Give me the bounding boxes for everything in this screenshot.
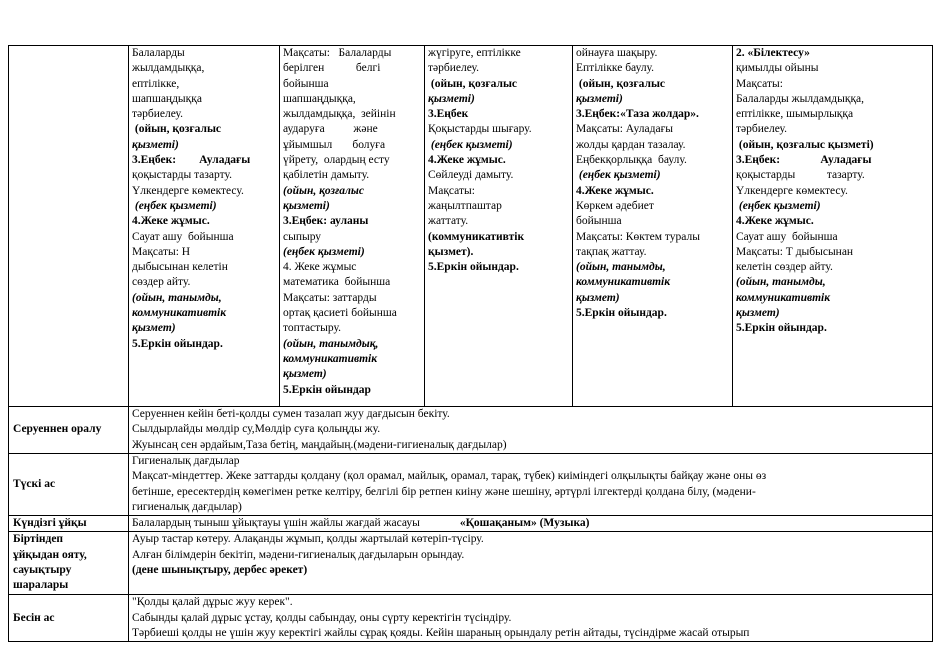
activity-line: жылдамдыққа, (132, 62, 205, 75)
activity-line: қимылды ойыны (736, 62, 819, 75)
activities-row (9, 46, 933, 407)
activity-line: жаттату. (428, 215, 469, 228)
activity-line: шапшаңдыққа (132, 92, 202, 105)
activity-line: (ойын, танымдық, (283, 337, 379, 350)
activity-line: бойынша (576, 215, 622, 228)
walk-return-line: Жуынсаң сен әрдайым,Таза бетің, маңдайың.(мәдени-гигиеналық дағдылар) (132, 438, 507, 451)
nap-music: «Қошақаным» (Музыка) (459, 517, 590, 530)
activity-line: ойнауға шақыру. (576, 47, 658, 59)
activity-line: Мақсаты: Ауладағы (576, 123, 674, 136)
activity-line: коммуникативтік (576, 276, 671, 289)
wakeup-label-line: шаралары (13, 579, 69, 592)
activity-line: 5.Еркін ойындар. (736, 322, 827, 335)
activity-line: қабілетін дамыту. (283, 169, 370, 182)
activity-column-1 (129, 46, 280, 407)
activity-line: қызметі) (576, 92, 623, 105)
activity-line: коммуникативтік (283, 352, 378, 365)
activity-line: Мақсаты: Т дыбысынан (736, 245, 854, 258)
activity-line: Балаларды жылдамдыққа, (736, 92, 865, 105)
activity-line: (еңбек қызметі) (736, 199, 821, 212)
activity-line: Үлкендерге көмектесу. (736, 184, 848, 197)
activity-line: Мақсаты: (736, 77, 783, 90)
snack-line: "Қолды қалай дұрыс жуу керек". (132, 596, 293, 609)
activity-line: қызмет) (576, 291, 620, 304)
activity-line: жаңылтпаштар (428, 199, 502, 212)
activity-line: жылдамдыққа, зейінін (283, 108, 396, 121)
activity-line: (ойын, қозғалыс (428, 77, 518, 90)
activity-line: 3.Еңбек: Ауладағы (132, 154, 251, 167)
activity-line: Мақсаты: Көктем туралы (576, 230, 700, 243)
activity-line: Қоқыстарды шығару. (428, 123, 532, 136)
activity-line: қызметі) (428, 92, 475, 105)
snack-line: Сабынды қалай дұрыс ұстау, қолды сабындау, оны сүрту керектігін түсіндіру. (132, 611, 512, 624)
lunch-line: гигиеналық дағдылар) (132, 500, 242, 513)
activity-line: тәрбиелеу. (132, 108, 184, 121)
activity-line: 4.Жеке жұмыс. (576, 184, 654, 197)
nap-row (9, 516, 933, 532)
activity-line: аударуға және (283, 123, 378, 136)
lunch-line: бетінше, ересектердің көмегімен ретке келтіру, белгілі бір ретпен киіну және шешіну, әртүрлі ілгектерді қолдана білу, (мәдени- (132, 485, 756, 498)
activity-line: шапшаңдыққа, (283, 92, 356, 105)
activity-line: (ойын, қозғалыс (283, 184, 364, 197)
activity-line: математика бойынша (283, 276, 391, 289)
activity-line: 3.Еңбек: Ауладағы (736, 154, 872, 167)
activity-line: 3.Еңбек:«Таза жолдар». (576, 108, 699, 121)
activity-line: Мақсаты: (428, 184, 475, 197)
wakeup-line: Алған білімдерін бекітіп, мәдени-гигиеналық дағдыларын орындау. (132, 548, 465, 561)
activity-line: коммуникативтік (132, 307, 227, 320)
activity-line: 2. «Білектесу» (736, 47, 810, 59)
lunch-line: Мақсат-міндеттер. Жеке заттарды қолдану (қол орамал, майлық, орамал, тарақ, түбек) киіміндегі олқылықты байқау және оны өз (132, 470, 767, 483)
wakeup-row (9, 532, 933, 595)
wakeup-activity-type: (дене шынықтыру, дербес әрекет) (132, 564, 308, 577)
activity-line: 5.Еркін ойындар. (576, 307, 667, 320)
wakeup-label-line: Біртіндеп (13, 533, 64, 546)
activity-column-5 (733, 46, 933, 407)
wakeup-label-line: сауықтыру (13, 564, 72, 577)
activity-line: Сауат ашу бойынша (736, 230, 838, 243)
activity-line: Сауат ашу бойынша (132, 230, 234, 243)
lunch-row (9, 454, 933, 516)
walk-return-row (9, 407, 933, 454)
activity-line: 5.Еркін ойындар. (428, 261, 519, 274)
activity-line: 3.Еңбек: ауланы (283, 215, 369, 228)
activity-line: жүгіруге, ептілікке (428, 47, 521, 59)
activity-line: Үлкендерге көмектесу. (132, 184, 244, 197)
snack-line: Тәрбиеші қолды не үшін жуу керектігі жайлы сұрақ қояды. Кейін шараның орындалу ретін айтады, түсіндірме жасай отырып (132, 627, 750, 640)
activity-line: 3.Еңбек (428, 108, 469, 121)
wakeup-label (9, 532, 129, 595)
snack-row (9, 595, 933, 642)
activity-line: сыпыру (283, 230, 322, 243)
activity-line: топтастыру. (283, 322, 341, 335)
activity-line: (еңбек қызметі) (576, 169, 661, 182)
activity-line: бойынша (283, 77, 329, 90)
activity-line: 5.Еркін ойындар. (132, 337, 223, 350)
walk-return-label: Серуеннен оралу (9, 407, 129, 454)
activity-line: ұйымшыл болуға (283, 138, 386, 151)
activity-line: Мақсаты: заттарды (283, 291, 377, 304)
activity-line: (ойын, қозғалыс қызметі) (736, 138, 874, 151)
activity-line: Көркем әдебиет (576, 199, 654, 212)
activity-line: қызмет). (428, 245, 474, 258)
activity-line: қоқыстарды тазарту. (736, 169, 865, 182)
lunch-label: Түскі ас (9, 454, 129, 516)
walk-return-content (129, 407, 933, 454)
activity-line: 4. Жеке жұмыс (283, 261, 357, 274)
activity-line: ортақ қасиеті бойынша (283, 307, 397, 320)
snack-content (129, 595, 933, 642)
activity-line: Мақсаты: Балаларды (283, 47, 392, 59)
snack-label: Бесін ас (9, 595, 129, 642)
daily-plan-table (8, 45, 933, 642)
activity-line: Еңбекқорлыққа баулу. (576, 154, 687, 167)
activity-line: тәрбиелеу. (736, 123, 788, 136)
activity-line: (еңбек қызметі) (132, 199, 217, 212)
activity-line: 4.Жеке жұмыс. (132, 215, 210, 228)
activity-line: сөздер айту. (132, 276, 191, 289)
activity-line: келетін сөздер айту. (736, 261, 833, 274)
activity-line: дыбысынан келетін (132, 261, 228, 274)
activity-line: қоқыстарды тазарту. (132, 169, 232, 182)
nap-content (129, 516, 933, 532)
activity-line: 5.Еркін ойындар (283, 383, 371, 396)
activity-line: 4.Жеке жұмыс. (736, 215, 814, 228)
activity-line: берілген белгі (283, 62, 381, 75)
activity-line: тақпақ жаттау. (576, 245, 647, 258)
activity-line: 4.Жеке жұмыс. (428, 154, 506, 167)
activity-line: (еңбек қызметі) (283, 245, 365, 258)
activity-line: (коммуникативтік (428, 230, 525, 243)
wakeup-label-line: ұйқыдан ояту, (13, 548, 87, 561)
activity-column-4 (573, 46, 733, 407)
activity-line: тәрбиелеу. (428, 62, 480, 75)
activities-row-label (9, 46, 129, 407)
activity-line: Сөйлеуді дамыту. (428, 169, 514, 182)
nap-label: Күндізгі ұйқы (9, 516, 129, 532)
activity-line: қызмет) (132, 322, 176, 335)
wakeup-content (129, 532, 933, 595)
activity-line: қызмет) (736, 307, 780, 320)
activity-line: коммуникативтік (736, 291, 831, 304)
activity-line: (ойын, қозғалыс (132, 123, 222, 136)
walk-return-line: Сылдырлайды мөлдір су,Мөлдір суға қолыңды жу. (132, 423, 381, 436)
activity-line: Ептілікке баулу. (576, 62, 655, 75)
activity-column-2 (280, 46, 425, 407)
activity-line: ептілікке, шымырлыққа (736, 108, 854, 121)
nap-text: Балалардың тыныш ұйықтауы үшін жайлы жағдай жасауы (132, 517, 420, 530)
wakeup-line: Ауыр тастар көтеру. Алақанды жұмып, қолды жартылай көтеріп-түсіру. (132, 533, 484, 546)
activity-line: үйрету, олардың есту (283, 154, 390, 167)
activity-line: (ойын, танымды, (736, 276, 826, 289)
activity-line: (ойын, танымды, (132, 291, 222, 304)
activity-line: Мақсаты: Н (132, 245, 191, 258)
activity-line: жолды қардан тазалау. (576, 138, 686, 151)
activity-column-3 (425, 46, 573, 407)
activity-line: қызметі) (283, 199, 330, 212)
activity-line: ептілікке, (132, 77, 180, 90)
lunch-line: Гигиеналық дағдылар (132, 455, 240, 467)
activity-line: (ойын, қозғалыс (576, 77, 666, 90)
walk-return-line: Серуеннен кейін беті-қолды сумен тазалап жуу дағдысын бекіту. (132, 408, 450, 420)
activity-line: (еңбек қызметі) (428, 138, 513, 151)
activity-line: Балаларды (132, 47, 185, 59)
activity-line: қызмет) (283, 368, 327, 381)
activity-line: қызметі) (132, 138, 179, 151)
lunch-content (129, 454, 933, 516)
activity-line: (ойын, танымды, (576, 261, 666, 274)
